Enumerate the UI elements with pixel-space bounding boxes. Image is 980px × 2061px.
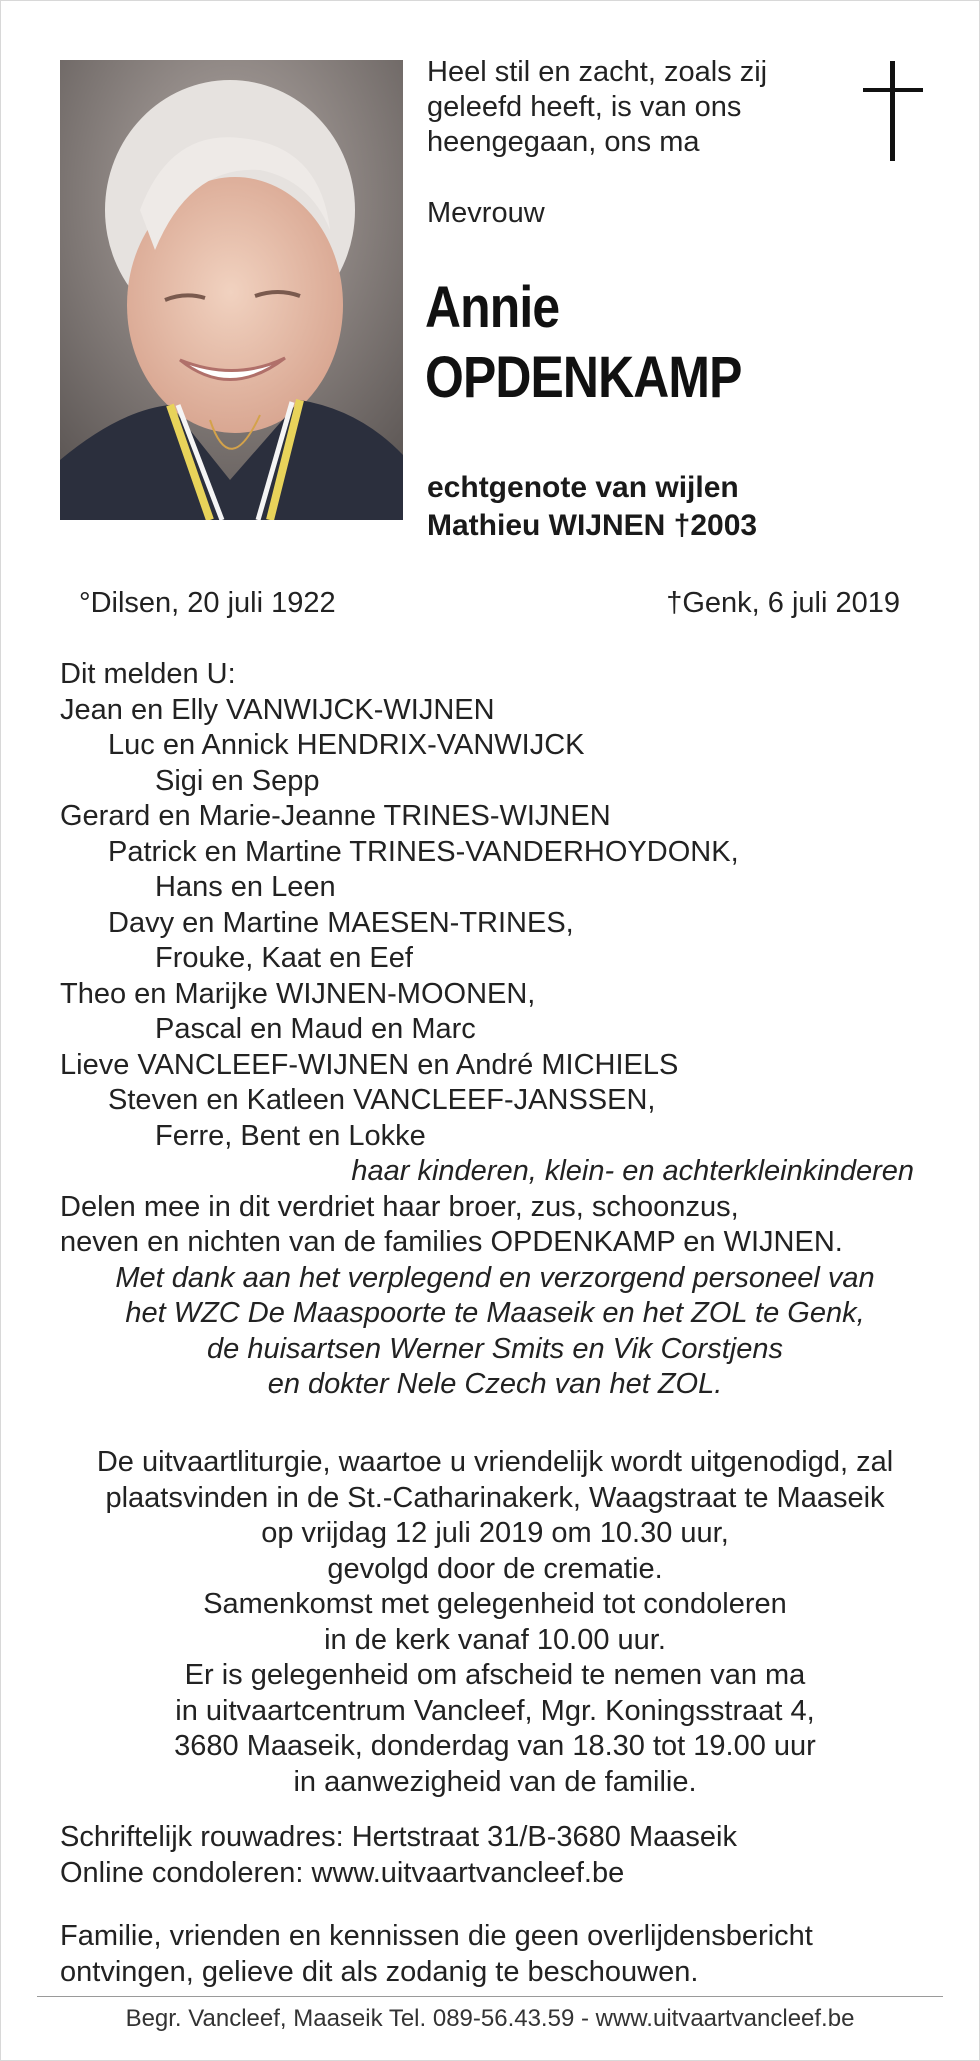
mourning-address: Schriftelijk rouwadres: Hertstraat 31/B-3680 Maaseik (60, 1821, 737, 1853)
mourner-line: Ferre, Bent en Lokke (155, 1119, 426, 1152)
ceremony-line: in de kerk vanaf 10.00 uur. (324, 1623, 666, 1656)
intro-text (427, 55, 827, 160)
notice-note (60, 1919, 930, 1990)
mourner-line: Patrick en Martine TRINES-VANDERHOYDONK, (108, 835, 739, 868)
spouse-line: Mathieu WIJNEN †2003 (427, 509, 758, 542)
intro-line: Heel stil en zacht, zoals zij (427, 56, 768, 88)
mourners-list (60, 657, 930, 1403)
mourner-line: Luc en Annick HENDRIX-VANWIJCK (108, 729, 585, 761)
ceremony-line: in aanwezigheid van de familie. (293, 1765, 697, 1798)
last-name: OPDENKAMP (425, 345, 742, 410)
mourners-header: Dit melden U: (60, 658, 236, 690)
first-name: Annie (425, 275, 560, 340)
mourner-line: Hans en Leen (155, 871, 336, 903)
share-line: Delen mee in dit verdriet haar broer, zus, schoonzus, (60, 1190, 739, 1223)
portrait-photo (60, 60, 403, 520)
ceremony-line: 3680 Maaseik, donderdag van 18.30 tot 19.00 uur (174, 1730, 816, 1762)
intro-line: geleefd heeft, is van ons (427, 91, 742, 123)
mourner-line: Davy en Martine MAESEN-TRINES, (108, 906, 574, 939)
mourner-line: Jean en Elly VANWIJCK-WIJNEN (60, 693, 495, 726)
ceremony-line: Samenkomst met gelegenheid tot condoleren (203, 1588, 787, 1620)
ceremony-line: plaatsvinden in de St.-Catharinakerk, Waagstraat te Maaseik (105, 1481, 885, 1514)
mourner-line: Theo en Marijke WIJNEN-MOONEN, (60, 977, 536, 1010)
share-line: neven en nichten van de families OPDENKAMP en WIJNEN. (60, 1226, 843, 1258)
footer-divider (37, 1996, 943, 1997)
ceremony-info (60, 1445, 930, 1800)
spouse-info (427, 469, 757, 545)
ceremony-line: in uitvaartcentrum Vancleef, Mgr. Koningsstraat 4, (175, 1694, 815, 1727)
cross-icon (863, 61, 923, 161)
spouse-line: echtgenote van wijlen (427, 471, 739, 504)
mourner-line: Lieve VANCLEEF-WIJNEN en André MICHIELS (60, 1048, 679, 1081)
ceremony-line: op vrijdag 12 juli 2019 om 10.30 uur, (261, 1517, 729, 1549)
title-word: Mevrouw (427, 197, 545, 229)
online-condolence-link[interactable]: Online condoleren: www.uitvaartvancleef.be (60, 1856, 625, 1889)
death-date: †Genk, 6 juli 2019 (666, 587, 900, 619)
mourner-line: Pascal en Maud en Marc (155, 1013, 476, 1045)
note-line: Familie, vrienden en kennissen die geen overlijdensbericht (60, 1920, 813, 1952)
ceremony-line: gevolgd door de crematie. (327, 1552, 663, 1585)
mourner-line: Gerard en Marie-Jeanne TRINES-WIJNEN (60, 800, 611, 832)
mourner-line: Frouke, Kaat en Eef (155, 942, 413, 974)
contact-address (60, 1820, 930, 1891)
thanks-line: Met dank aan het verplegend en verzorgend personeel van (115, 1261, 875, 1294)
ceremony-line: De uitvaartliturgie, waartoe u vriendelijk wordt uitgenodigd, zal (96, 1446, 894, 1478)
funeral-home-footer: Begr. Vancleef, Maaseik Tel. 089-56.43.59 - www.uitvaartvancleef.be (125, 2005, 855, 2032)
birth-date: °Dilsen, 20 juli 1922 (79, 587, 336, 619)
thanks-line: de huisartsen Werner Smits en Vik Corstjens (207, 1332, 783, 1365)
thanks-line: en dokter Nele Czech van het ZOL. (267, 1368, 723, 1400)
mourner-line: Steven en Katleen VANCLEEF-JANSSEN, (108, 1084, 656, 1116)
intro-line: heengegaan, ons ma (427, 126, 700, 158)
mourners-closing: haar kinderen, klein- en achterkleinkinderen (351, 1155, 914, 1187)
deceased-name (425, 273, 742, 413)
ceremony-line: Er is gelegenheid om afscheid te nemen van ma (184, 1659, 806, 1691)
mourner-line: Sigi en Sepp (155, 764, 320, 797)
note-line: ontvingen, gelieve dit als zodanig te beschouwen. (60, 1955, 699, 1988)
thanks-line: het WZC De Maaspoorte te Maaseik en het ZOL te Genk, (125, 1297, 865, 1329)
